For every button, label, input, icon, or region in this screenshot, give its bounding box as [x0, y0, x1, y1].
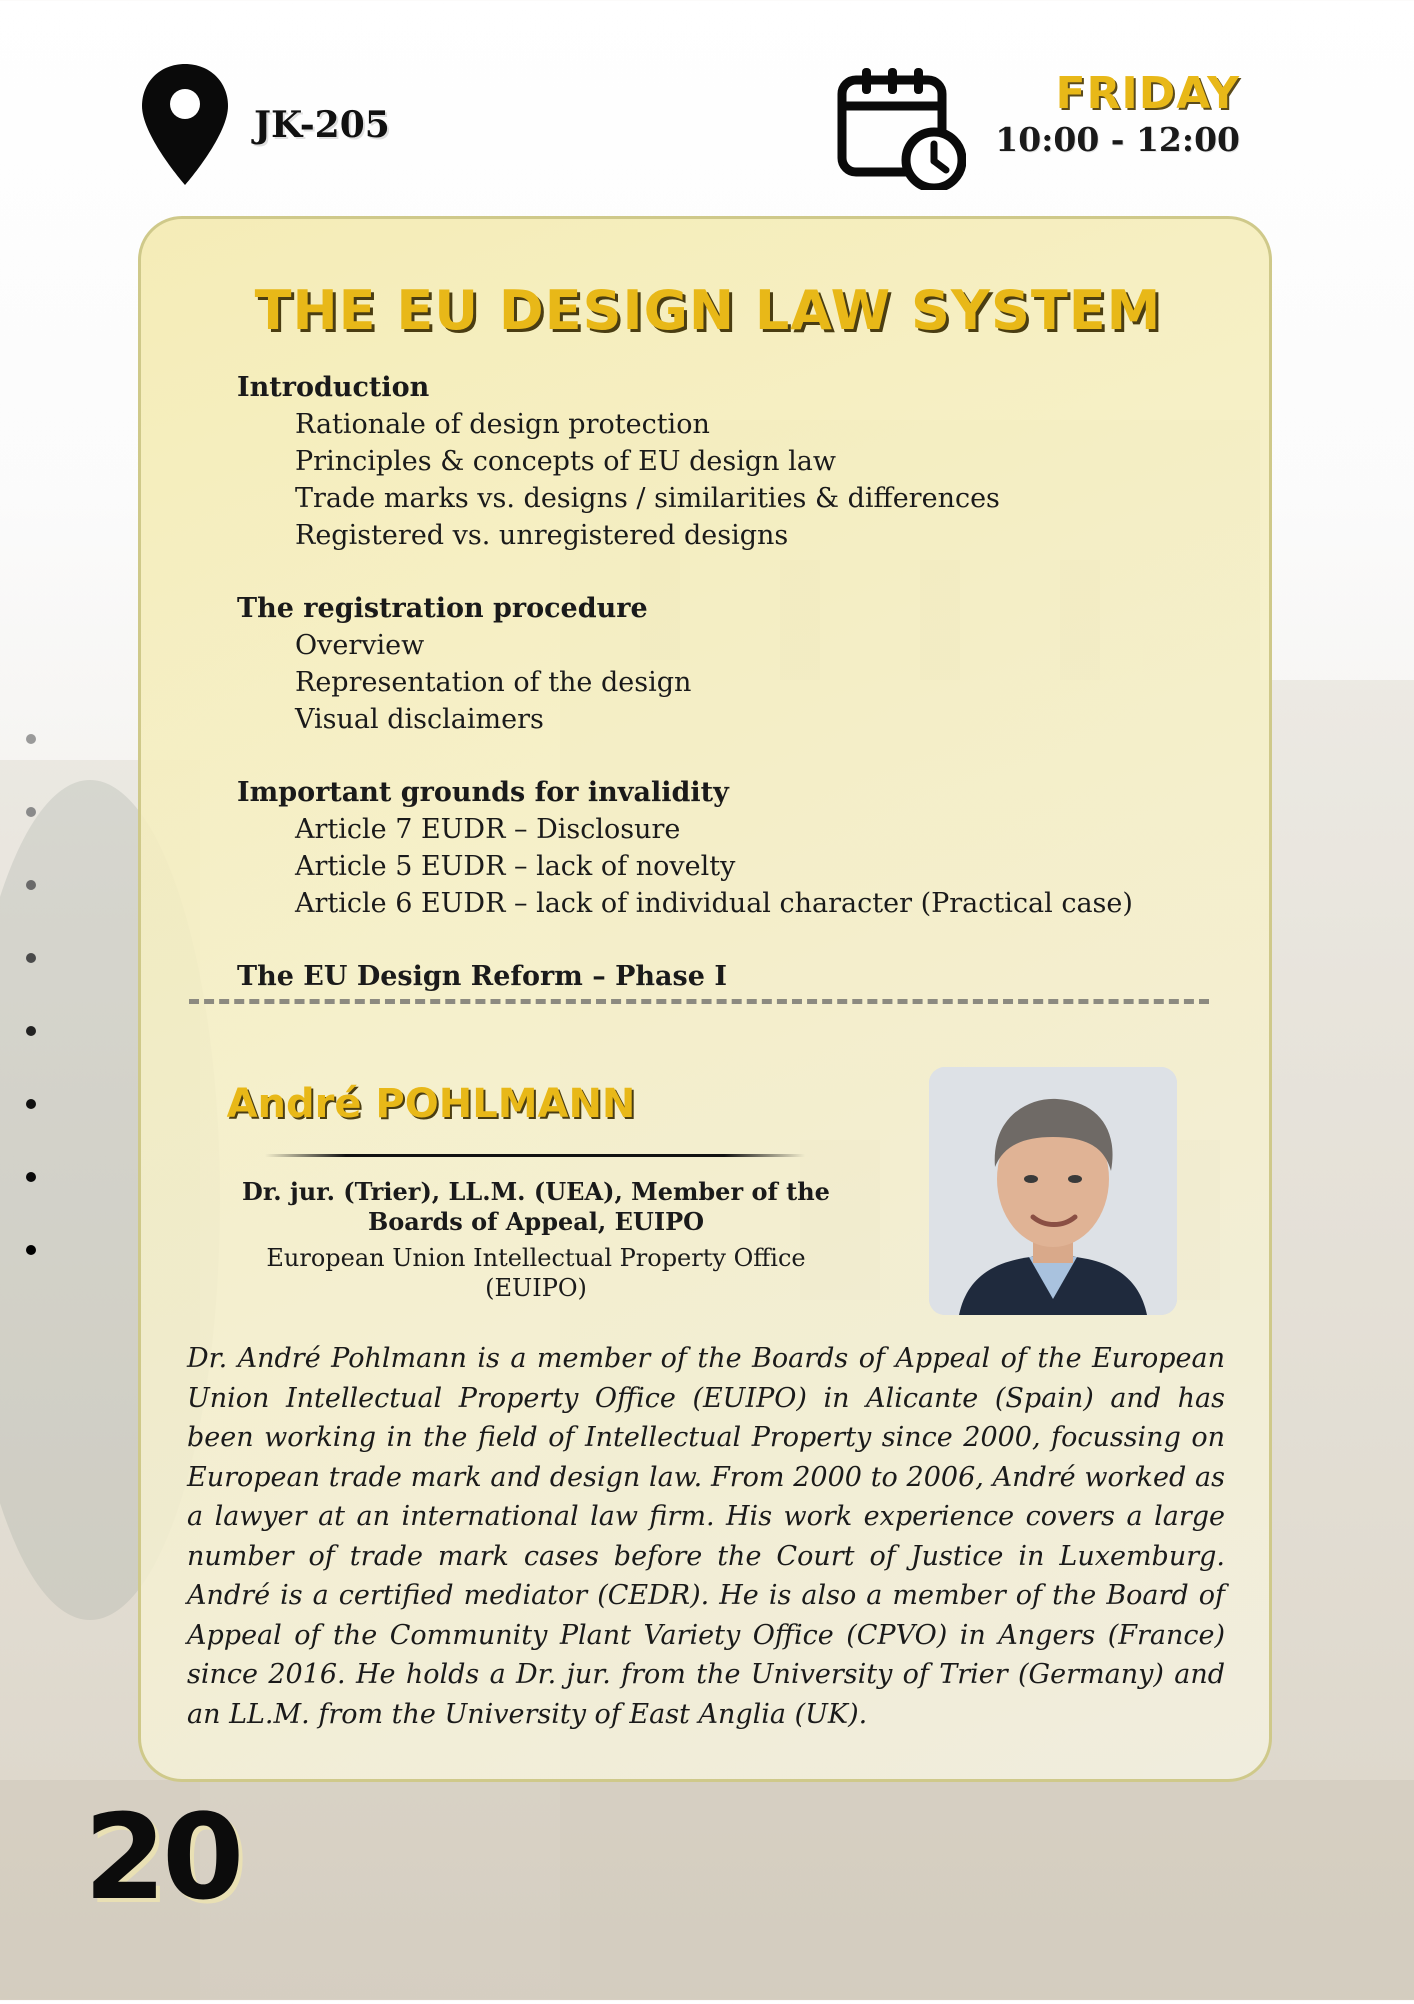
section-item: Overview: [295, 630, 425, 661]
side-dot: [26, 880, 36, 890]
side-dots: [26, 734, 38, 1318]
organization-line: (EUIPO): [485, 1274, 587, 1302]
credentials-line: Boards of Appeal, EUIPO: [367, 1207, 705, 1236]
section-divider: [189, 999, 1209, 1004]
section-item: Representation of the design: [295, 667, 692, 698]
speaker-bio: Dr. André Pohlmann is a member of the Boards of Appeal of the European Union Intellectual Property Office (EUIPO) in Alicante (Spain) and has been working in the field of Intellectual Property since 2000, focussing on European trade mark and design law. From 2000 to 2006, André worked as a lawyer at an international law firm. His work experience covers a large number of trade mark cases before the Court of Justice in Luxemburg. André is a certified mediator (CEDR). He is also a member of the Board of Appeal of the Community Plant Variety Office (CPVO) in Angers (France) since 2016. He holds a Dr. jur. from the University of Trier (Germany) and an LL.M. from the University of East Anglia (UK).: [187, 1343, 1225, 1730]
speaker-portrait-image: [929, 1067, 1177, 1315]
speaker-name: André POHLMANN: [226, 1081, 636, 1127]
organization-line: European Union Intellectual Property Office: [266, 1244, 806, 1272]
credentials-line: Dr. jur. (Trier), LL.M. (UEA), Member of the: [242, 1177, 830, 1206]
location-pin-icon: [140, 62, 230, 187]
section-heading: The EU Design Reform – Phase I: [237, 961, 727, 992]
side-dot: [26, 1245, 36, 1255]
program-section: [237, 590, 1197, 738]
section-item: Rationale of design protection: [295, 409, 710, 440]
location: [140, 62, 390, 187]
side-dot: [26, 953, 36, 963]
section-item: Principles & concepts of EU design law: [295, 446, 836, 477]
program-section: [237, 369, 1197, 554]
side-dot: [26, 807, 36, 817]
section-item: Article 6 EUDR – lack of individual character (Practical case): [295, 888, 1133, 919]
schedule: [990, 70, 1240, 159]
section-heading: Introduction: [237, 372, 430, 403]
session-title: THE EU DESIGN LAW SYSTEM: [254, 279, 1162, 342]
section-item: Article 5 EUDR – lack of novelty: [295, 851, 736, 882]
program-outline: [237, 369, 1197, 1031]
section-item: Trade marks vs. designs / similarities & differences: [295, 483, 1000, 514]
section-item: Registered vs. unregistered designs: [295, 520, 789, 551]
side-dot: [26, 734, 36, 744]
room-code: JK-205: [254, 103, 390, 146]
side-dot: [26, 1099, 36, 1109]
section-heading: Important grounds for invalidity: [237, 777, 729, 808]
program-section: [237, 774, 1197, 922]
program-section: [237, 958, 1197, 995]
calendar-clock-icon: [836, 64, 966, 190]
side-dot: [26, 1172, 36, 1182]
side-dot: [26, 1026, 36, 1036]
section-item: Visual disclaimers: [295, 704, 544, 735]
name-underline: [265, 1154, 805, 1157]
speaker-photo: [929, 1067, 1177, 1315]
speaker-credentials: [241, 1177, 831, 1303]
section-heading: The registration procedure: [237, 593, 648, 624]
section-item: Article 7 EUDR – Disclosure: [295, 814, 681, 845]
page-number: 20: [84, 1788, 241, 1926]
session-day: FRIDAY: [1055, 68, 1240, 119]
session-card: [138, 216, 1272, 1782]
session-time: 10:00 - 12:00: [995, 120, 1240, 160]
